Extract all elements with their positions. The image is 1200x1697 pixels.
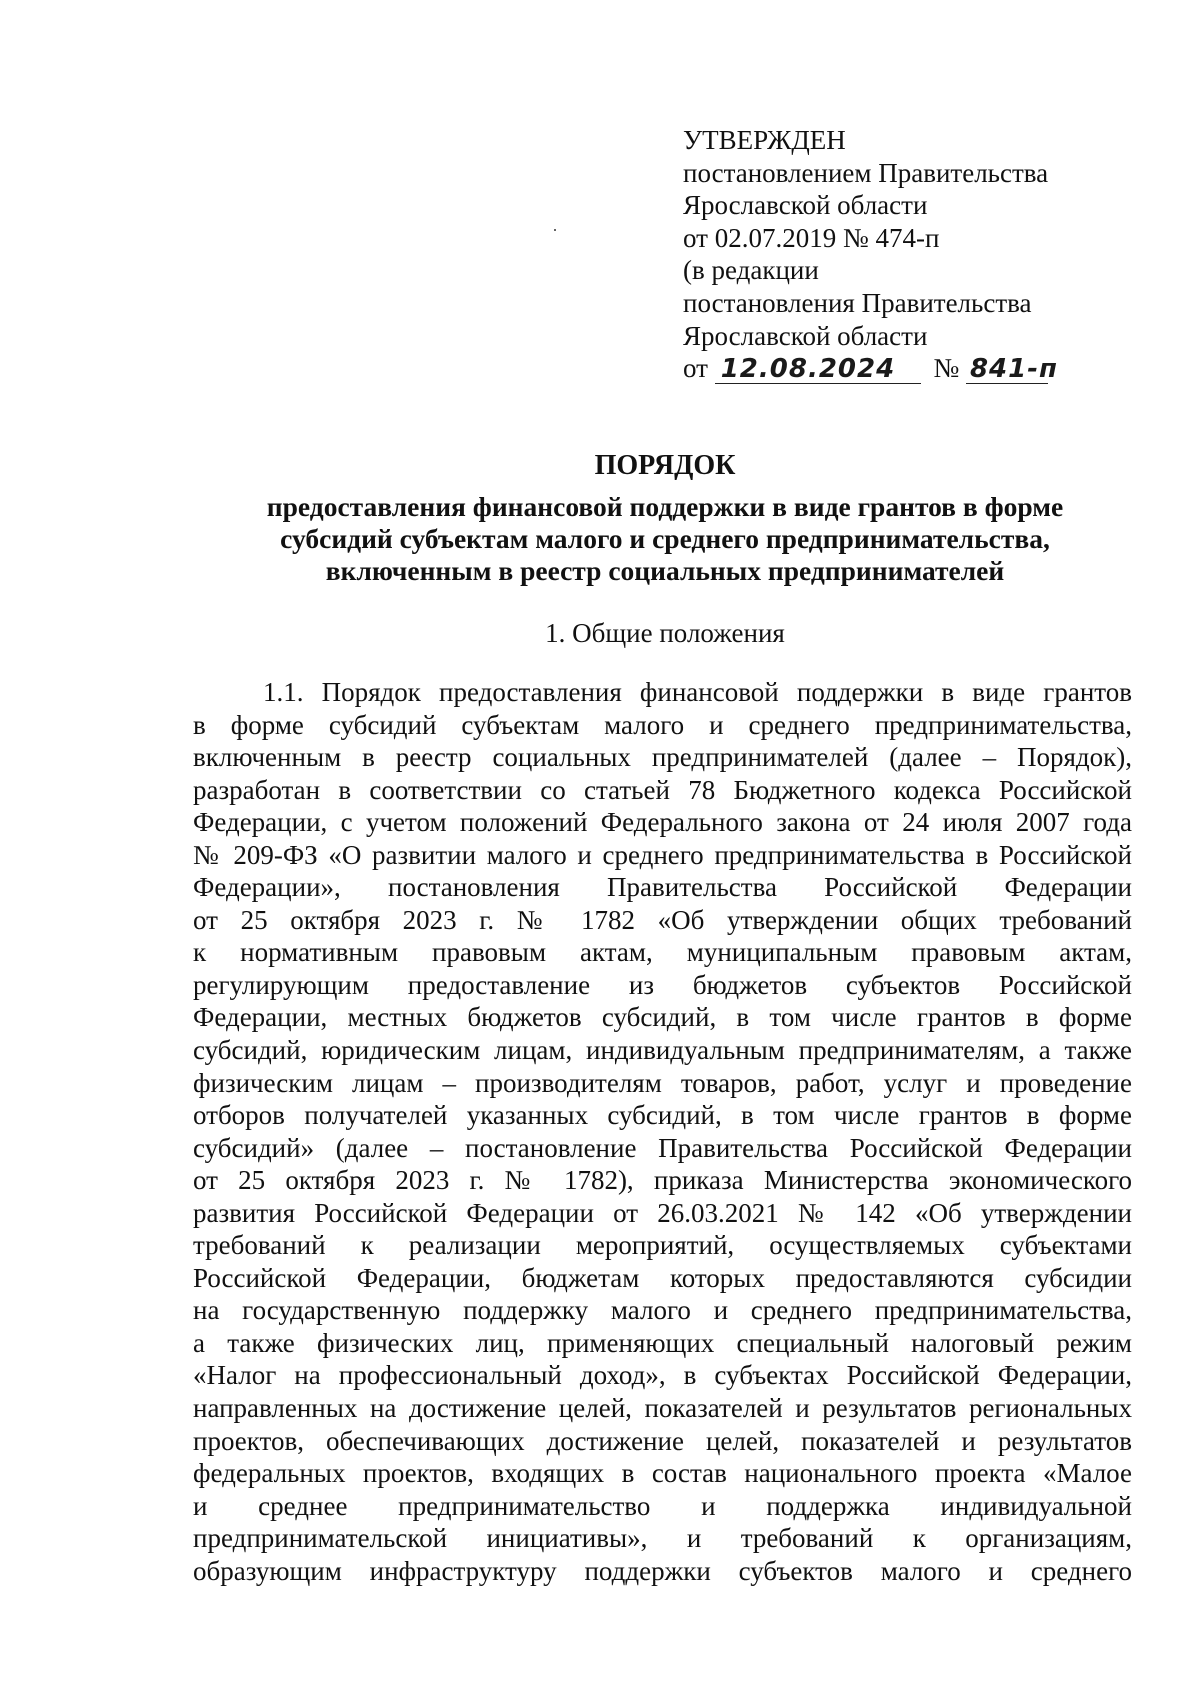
- body-paragraph: [193, 676, 1132, 1587]
- amendment-date-line: [683, 352, 1103, 385]
- body-line: отборов получателей указанных субсидий, в том числе грантов в форме: [193, 1100, 1132, 1131]
- scan-speck: [554, 229, 556, 231]
- document-title: [190, 450, 1140, 587]
- body-line: проектов, обеспечивающих достижение целей, показателей и результатов: [193, 1425, 1132, 1456]
- approval-line: (в редакции: [683, 255, 819, 286]
- body-line: субсидий» (далее – постановление Правительства Российской Федерации: [193, 1132, 1132, 1163]
- approval-line: от 02.07.2019 № 474-п: [683, 222, 940, 253]
- approval-line: постановления Правительства: [683, 287, 1032, 318]
- body-line: «Налог на профессиональный доход», в субъектах Российской Федерации,: [193, 1360, 1132, 1391]
- body-line: Федерации», постановления Правительства Российской Федерации: [193, 872, 1132, 903]
- title-subline: предоставления финансовой поддержки в виде грантов в форме: [266, 491, 1064, 522]
- body-line: на государственную поддержку малого и среднего предпринимательства,: [193, 1295, 1132, 1326]
- body-line: № 209-ФЗ «О развитии малого и среднего предпринимательства в Российской: [193, 839, 1132, 870]
- title-main: ПОРЯДОК: [594, 450, 736, 481]
- approval-line: постановлением Правительства: [683, 157, 1049, 188]
- body-line: регулирующим предоставление из бюджетов субъектов Российской: [193, 969, 1132, 1000]
- body-line: а также физических лиц, применяющих специальный налоговый режим: [193, 1327, 1132, 1358]
- date-prefix: от: [683, 353, 708, 384]
- number-sign: №: [933, 353, 960, 384]
- approval-line: УТВЕРЖДЕН: [683, 125, 846, 155]
- body-line: развития Российской Федерации от 26.03.2021 № 142 «Об утверждении: [193, 1197, 1132, 1228]
- approval-line: Ярославской области: [683, 190, 928, 221]
- body-line: предпринимательской инициативы», и требований к организациям,: [193, 1523, 1132, 1554]
- body-line: разработан в соответствии со статьей 78 Бюджетного кодекса Российской: [193, 774, 1132, 805]
- section-heading: 1. Общие положения: [545, 618, 785, 648]
- body-line: к нормативным правовым актам, муниципальным правовым актам,: [193, 937, 1132, 968]
- body-line: физическим лицам – производителям товаров, работ, услуг и проведение: [193, 1067, 1132, 1098]
- body-line: от 25 октября 2023 г. № 1782), приказа Министерства экономического: [193, 1165, 1132, 1196]
- body-line: от 25 октября 2023 г. № 1782 «Об утверждении общих требований: [193, 904, 1132, 935]
- title-subline: включенным в реестр социальных предпринимателей: [325, 555, 1005, 586]
- body-line: Федерации, местных бюджетов субсидий, в том числе грантов в форме: [193, 1002, 1132, 1033]
- body-line: требований к реализации мероприятий, осуществляемых субъектами: [193, 1230, 1132, 1261]
- body-line: включенным в реестр социальных предпринимателей (далее – Порядок),: [193, 742, 1132, 773]
- approval-stamp-block: [683, 124, 1103, 385]
- body-line: Федерации, с учетом положений Федерального закона от 24 июля 2007 года: [193, 807, 1132, 838]
- body-line: Российской Федерации, бюджетам которых предоставляются субсидии: [193, 1262, 1132, 1293]
- handwritten-date: 12.08.2024: [715, 355, 921, 384]
- title-subline: субсидий субъектам малого и среднего предпринимательства,: [280, 523, 1050, 554]
- approval-line: Ярославской области: [683, 320, 928, 351]
- body-line: образующим инфраструктуру поддержки субъектов малого и среднего: [193, 1555, 1132, 1586]
- body-line: субсидий, юридическим лицам, индивидуальным предпринимателям, а также: [193, 1035, 1132, 1066]
- body-line: в форме субсидий субъектам малого и среднего предпринимательства,: [193, 709, 1132, 740]
- body-line: направленных на достижение целей, показателей и результатов региональных: [193, 1393, 1132, 1424]
- body-line: федеральных проектов, входящих в состав национального проекта «Малое: [193, 1458, 1132, 1489]
- handwritten-number: 841-п: [966, 355, 1048, 384]
- body-line: 1.1. Порядок предоставления финансовой поддержки в виде грантов: [263, 677, 1132, 707]
- body-line: и среднее предпринимательство и поддержка индивидуальной: [193, 1490, 1132, 1521]
